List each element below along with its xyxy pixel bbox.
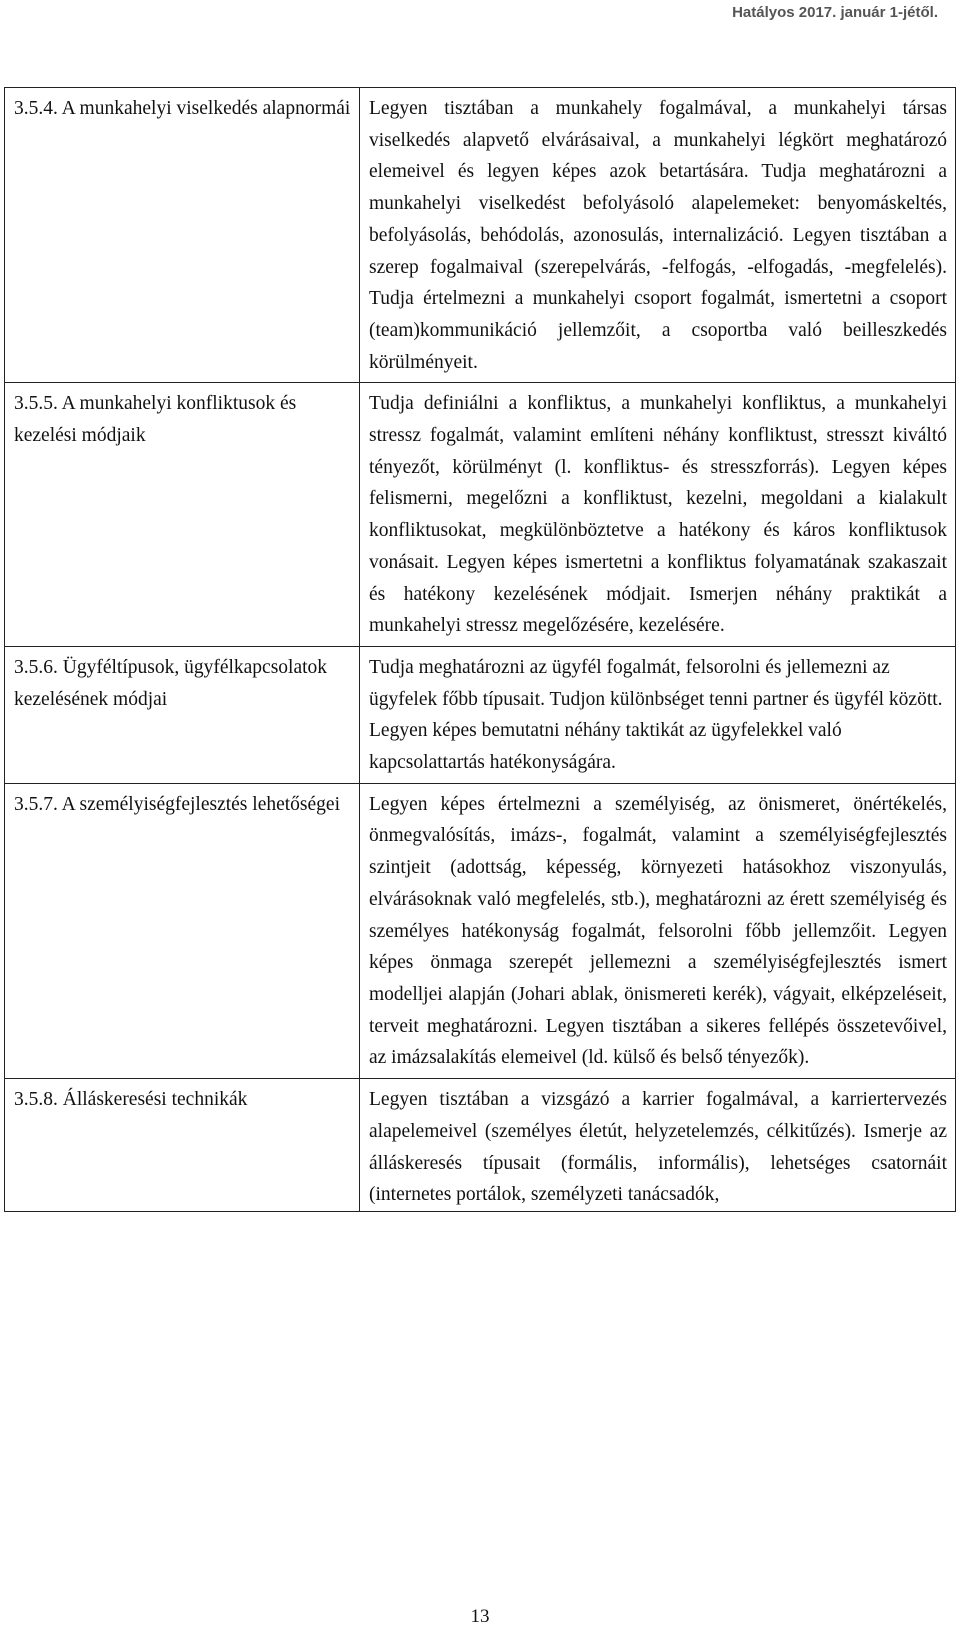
topic-cell xyxy=(5,783,360,1078)
description-cell xyxy=(360,88,956,383)
topic-cell xyxy=(5,1079,360,1212)
requirements-table xyxy=(4,87,956,1212)
topic-cell xyxy=(5,88,360,383)
table-row xyxy=(5,88,956,383)
description-cell xyxy=(360,646,956,783)
description-cell xyxy=(360,1079,956,1212)
topic-text: 3.5.8. Álláskeresési technikák xyxy=(14,1089,248,1111)
description-cell xyxy=(360,383,956,647)
description-text: Tudja meghatározni az ügyfél fogalmát, felsorolni és jellemezni az ügyfelek főbb típusait. Tudjon különbséget tenni partner és ügyfél között. Legyen képes bemutatni néhány taktikát az ügyfelekkel való kapcsolattartás hatékonyságára. xyxy=(369,656,943,774)
description-cell xyxy=(360,783,956,1078)
table-row xyxy=(5,646,956,783)
description-text: Legyen képes értelmezni a személyiség, az önismeret, önértékelés, önmegvalósítás, imázs-, fogalmát, valamint a személyiségfejlesztés szintjeit (adottság, képesség, környezeti hatásokhoz viszonyulás, elvárásoknak való megfelelés, stb.), meghatározni az érett személyiség és személyes hatékonyság fogalmát, felsorolni főbb jellemzőit. Legyen képes önmaga szerepét jellemezni a személyiségfejlesztés ismert modelljei alapján (Johari ablak, önismereti kerék), vágyait, elképzeléseit, terveit meghatározni. Legyen tisztában a sikeres fellépés összetevőivel, az imázsalakítás elemeivel (ld. külső és belső tényezők). xyxy=(369,793,947,1069)
topic-text: 3.5.4. A munkahelyi viselkedés alapnormái xyxy=(14,98,351,119)
description-text: Legyen tisztában a vizsgázó a karrier fogalmával, a karriertervezés alapelemeivel (személyes életút, helyzetelemzés, célkitűzés). Ismerje az álláskeresés típusait (formális, informális), lehetséges csatornáit (internetes portálok, személyzeti tanácsadók, xyxy=(369,1089,947,1206)
topic-text: 3.5.5. A munkahelyi konfliktusok és kezelési módjaik xyxy=(14,393,297,447)
description-text: Tudja definiálni a konfliktus, a munkahelyi konfliktus, a munkahelyi stressz fogalmát, valamint említeni néhány konfliktust, stresszt kiváltó tényezőt, körülményt (l. konfliktus- és stresszforrás). Legyen képes felismerni, megelőzni a konfliktust, kezelni, megoldani a kialakult konfliktusokat, megkülönböztetve a hatékony és káros konfliktusok vonásait. Legyen képes ismertetni a konfliktus folyamatának szakaszait és hatékony kezelésének módjait. Ismerjen néhány praktikát a munkahelyi stressz megelőzésére, kezelésére. xyxy=(369,393,947,637)
table-row xyxy=(5,783,956,1078)
topic-cell xyxy=(5,383,360,647)
effective-date-note: Hatályos 2017. január 1-jétől. xyxy=(732,4,938,21)
page-number: 13 xyxy=(470,1606,490,1627)
topic-text: 3.5.7. A személyiségfejlesztés lehetőségei xyxy=(14,793,340,815)
table-row xyxy=(5,383,956,647)
topic-cell xyxy=(5,646,360,783)
topic-text: 3.5.6. Ügyféltípusok, ügyfélkapcsolatok kezelésének módjai xyxy=(14,656,328,710)
description-text: Legyen tisztában a munkahely fogalmával, a munkahelyi társas viselkedés alapvető elvárásaival, a munkahelyi légkört meghatározó elemeivel és legyen képes azok betartására. Tudja meghatározni a munkahelyi viselkedést befolyásoló alapelemeket: benyomáskeltés, befolyásolás, behódolás, azonosulás, internalizáció. Legyen tisztában a szerep fogalmaival (szerepelvárás, -felfogás, -elfogadás, -megfelelés). Tudja értelmezni a munkahelyi csoport fogalmát, ismertetni a csoport (team)kommunikáció jellemzőit, a csoportba való beilleszkedés körülményeit. xyxy=(369,98,947,373)
table-row xyxy=(5,1079,956,1212)
